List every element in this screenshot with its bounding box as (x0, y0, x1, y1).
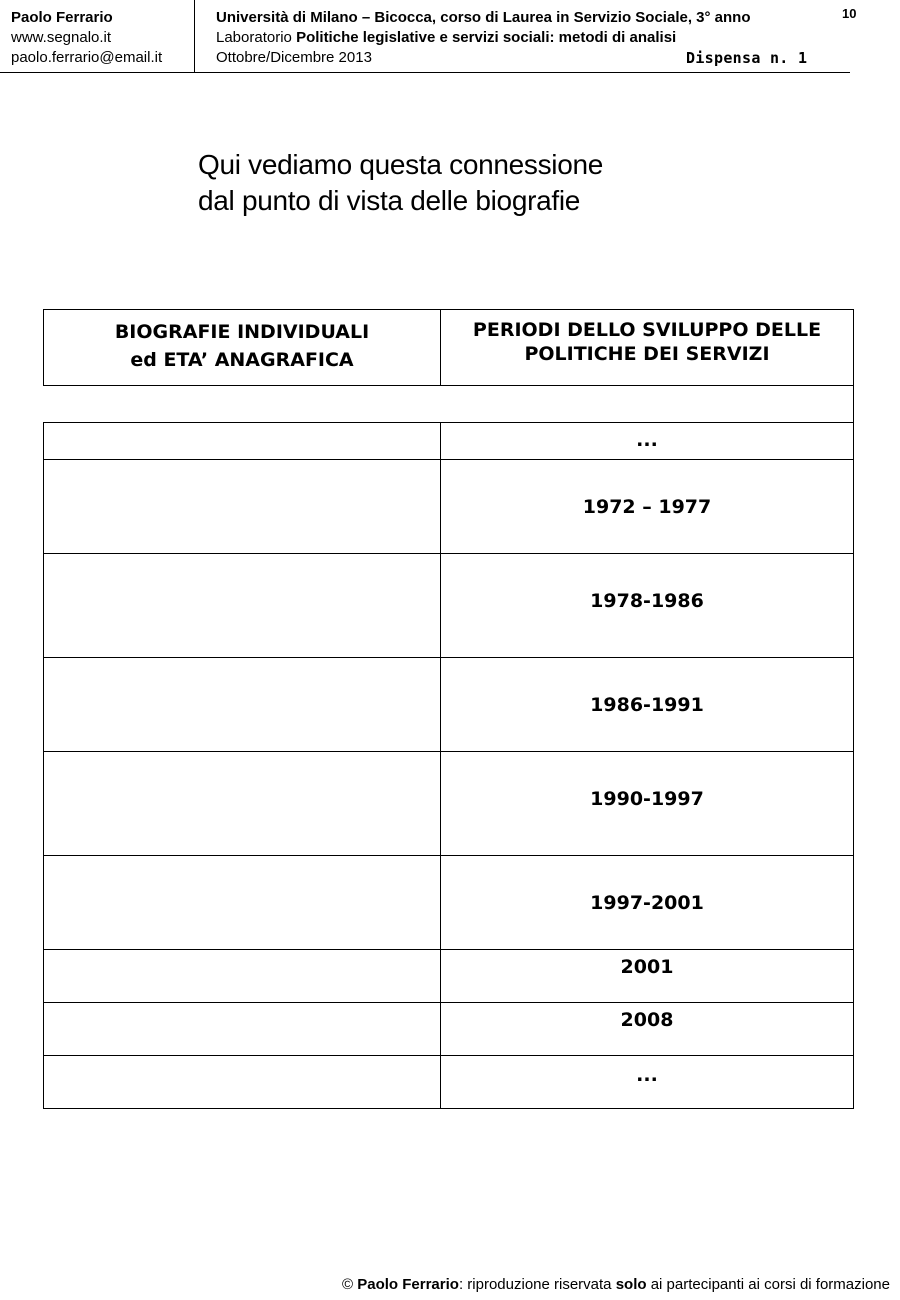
footer-bold-word: solo (615, 1276, 647, 1293)
author-block (11, 8, 162, 68)
table-row (44, 1003, 854, 1056)
table-row (44, 460, 854, 554)
biography-cell (44, 752, 441, 856)
copyright-symbol: © (342, 1276, 358, 1293)
period-line: Ottobre/Dicembre 2013 (216, 49, 372, 66)
copyright-footer (342, 1276, 890, 1293)
dispensa-label: Dispensa n. 1 (686, 49, 808, 67)
period-cell: 1978-1986 (441, 554, 854, 658)
table-spacer-row (44, 386, 854, 423)
period-cell: ... (441, 1056, 854, 1109)
table-header-row (44, 310, 854, 386)
period-cell: ... (441, 423, 854, 460)
footer-text-1: : riproduzione riservata (458, 1276, 616, 1293)
header-right-line-2: POLITICHE DEI SERVIZI (524, 343, 770, 365)
lab-prefix: Laboratorio (216, 29, 297, 46)
header-cell-periodi (441, 310, 854, 386)
table-row (44, 856, 854, 950)
author-name: Paolo Ferrario (11, 9, 113, 26)
biography-cell (44, 856, 441, 950)
biography-cell (44, 658, 441, 752)
course-line: Università di Milano – Bicocca, corso di Laurea in Servizio Sociale, 3° anno (216, 9, 751, 26)
header-right-line-1: PERIODI DELLO SVILUPPO DELLE (472, 319, 822, 341)
header-horizontal-rule (0, 72, 850, 73)
biography-periods-table (43, 309, 854, 1109)
period-cell: 1986-1991 (441, 658, 854, 752)
header-vertical-divider (194, 0, 195, 73)
biography-cell (44, 423, 441, 460)
table-row (44, 554, 854, 658)
biography-cell (44, 460, 441, 554)
course-block (216, 8, 751, 68)
footer-text-2: ai partecipanti ai corsi di formazione (646, 1276, 890, 1293)
period-cell: 2008 (441, 1003, 854, 1056)
biography-cell (44, 1056, 441, 1109)
table-row (44, 752, 854, 856)
intro-line-1: Qui vediamo questa connessione (198, 149, 604, 180)
author-email[interactable]: paolo.ferrario@email.it (11, 49, 163, 66)
header-left-line-1: BIOGRAFIE INDIVIDUALI (114, 321, 370, 343)
period-cell: 1972 – 1977 (441, 460, 854, 554)
table-row (44, 1056, 854, 1109)
lab-title: Politiche legislative e servizi sociali: metodi di analisi (296, 29, 677, 46)
period-cell: 2001 (441, 950, 854, 1003)
table-row (44, 658, 854, 752)
table-row (44, 950, 854, 1003)
spacer-cell (44, 386, 854, 423)
intro-line-2: dal punto di vista delle biografie (198, 185, 581, 216)
biography-cell (44, 554, 441, 658)
header-cell-biografie (44, 310, 441, 386)
biography-cell (44, 1003, 441, 1056)
footer-author: Paolo Ferrario (357, 1276, 459, 1293)
lab-line (216, 28, 751, 48)
intro-text (198, 147, 603, 219)
biography-cell (44, 950, 441, 1003)
page-number: 10 (842, 6, 857, 21)
author-website[interactable]: www.segnalo.it (11, 29, 112, 46)
table-row (44, 423, 854, 460)
period-cell: 1990-1997 (441, 752, 854, 856)
header-left-line-2: ed ETA’ ANAGRAFICA (130, 349, 354, 371)
period-cell: 1997-2001 (441, 856, 854, 950)
